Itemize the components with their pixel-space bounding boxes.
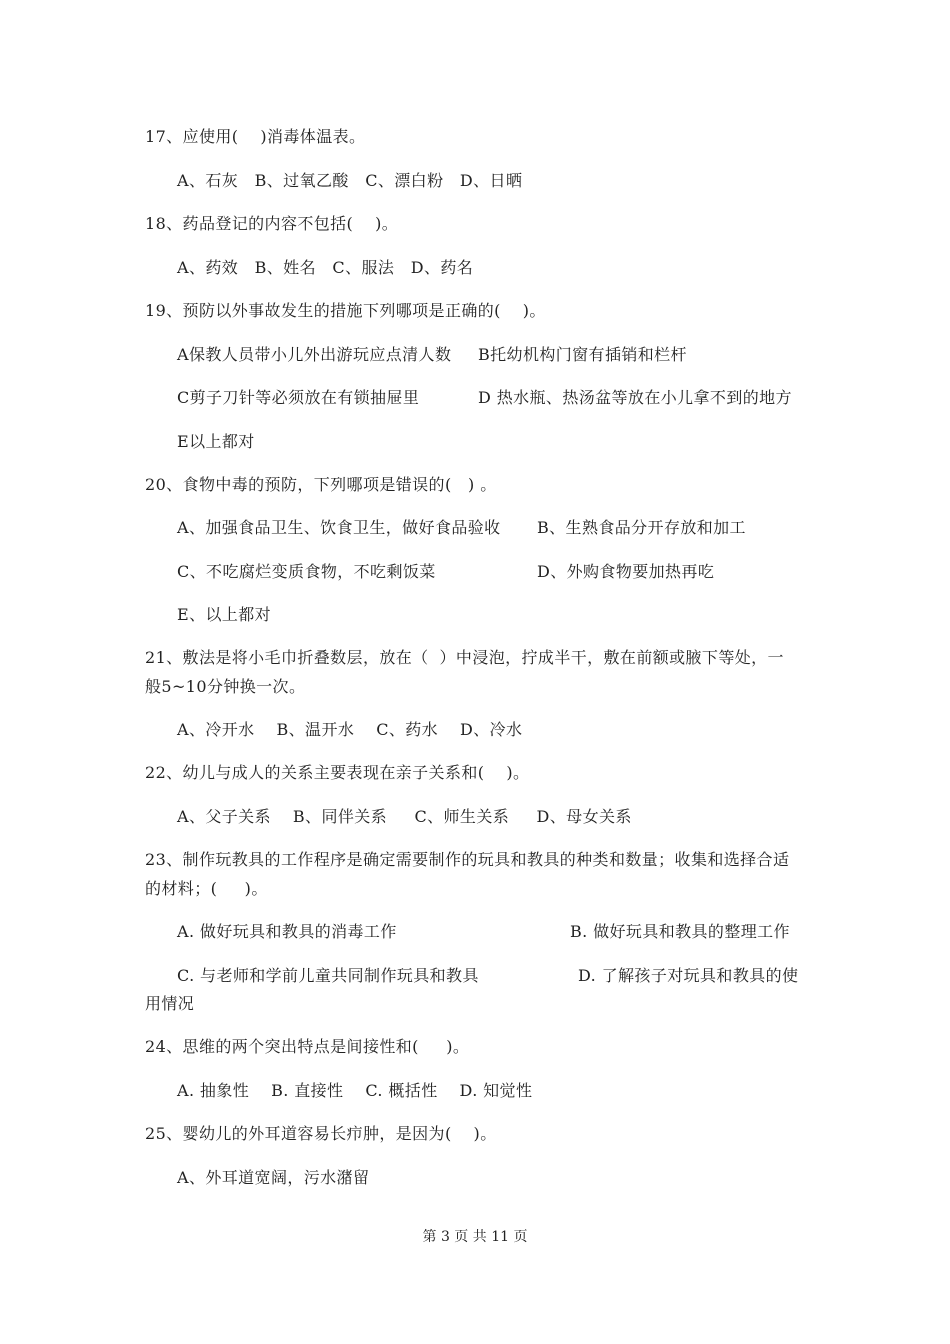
question-21-options: A、冷开水 B、温开水 C、药水 D、冷水: [177, 720, 523, 739]
question-19: 19、预防以外事故发生的措施下列哪项是正确的( )。: [145, 301, 546, 320]
question-17: 17、应使用( )消毒体温表。: [145, 127, 366, 146]
question-20-option-b: B、生熟食品分开存放和加工: [537, 518, 746, 537]
question-20: 20、食物中毒的预防，下列哪项是错误的( ) 。: [145, 475, 497, 494]
question-24-options: A. 抽象性 B. 直接性 C. 概括性 D. 知觉性: [177, 1081, 533, 1100]
question-21: 21、敷法是将小毛巾折叠数层，放在（ ）中浸泡，拧成半干，敷在前额或腋下等处，一: [145, 648, 784, 667]
question-25-option-a: A、外耳道宽阔，污水潴留: [177, 1168, 370, 1187]
question-23-option-b: B. 做好玩具和教具的整理工作: [570, 922, 790, 941]
question-20-option-c: C、不吃腐烂变质食物，不吃剩饭菜: [177, 562, 436, 581]
question-20-option-e: E、以上都对: [177, 605, 272, 624]
question-18: 18、药品登记的内容不包括( )。: [145, 214, 399, 233]
question-18-options: A、药效 B、姓名 C、服法 D、药名: [177, 258, 474, 277]
question-23-option-d-wrap: 用情况: [145, 994, 195, 1013]
question-19-option-e: E以上都对: [177, 432, 255, 451]
question-24: 24、思维的两个突出特点是间接性和( )。: [145, 1037, 470, 1056]
question-20-option-d: D、外购食物要加热再吃: [537, 562, 715, 581]
question-21-continued: 般5~10分钟换一次。: [145, 677, 306, 696]
question-19-option-a: A保教人员带小儿外出游玩应点清人数: [177, 345, 452, 364]
question-19-option-d: D 热水瓶、热汤盆等放在小儿拿不到的地方: [478, 388, 792, 407]
question-23-option-d: D. 了解孩子对玩具和教具的使: [578, 966, 799, 985]
question-23-option-a: A. 做好玩具和教具的消毒工作: [177, 922, 397, 941]
question-19-option-b: B托幼机构门窗有插销和栏杆: [478, 345, 687, 364]
question-22-options: A、父子关系 B、同伴关系 C、师生关系 D、母女关系: [177, 807, 632, 826]
question-20-option-a: A、加强食品卫生、饮食卫生，做好食品验收: [177, 518, 501, 537]
question-22: 22、幼儿与成人的关系主要表现在亲子关系和( )。: [145, 763, 530, 782]
page-footer: 第 3 页 共 11 页: [422, 1229, 528, 1245]
question-23-continued: 的材料；( )。: [145, 879, 268, 898]
question-17-options: A、石灰 B、过氧乙酸 C、漂白粉 D、日晒: [177, 171, 523, 190]
question-23: 23、制作玩教具的工作程序是确定需要制作的玩具和教具的种类和数量；收集和选择合适: [145, 850, 790, 869]
question-23-option-c: C. 与老师和学前儿童共同制作玩具和教具: [177, 966, 479, 985]
question-25: 25、婴幼儿的外耳道容易长疖肿，是因为( )。: [145, 1124, 497, 1143]
question-19-option-c: C剪子刀针等必须放在有锁抽屉里: [177, 388, 420, 407]
